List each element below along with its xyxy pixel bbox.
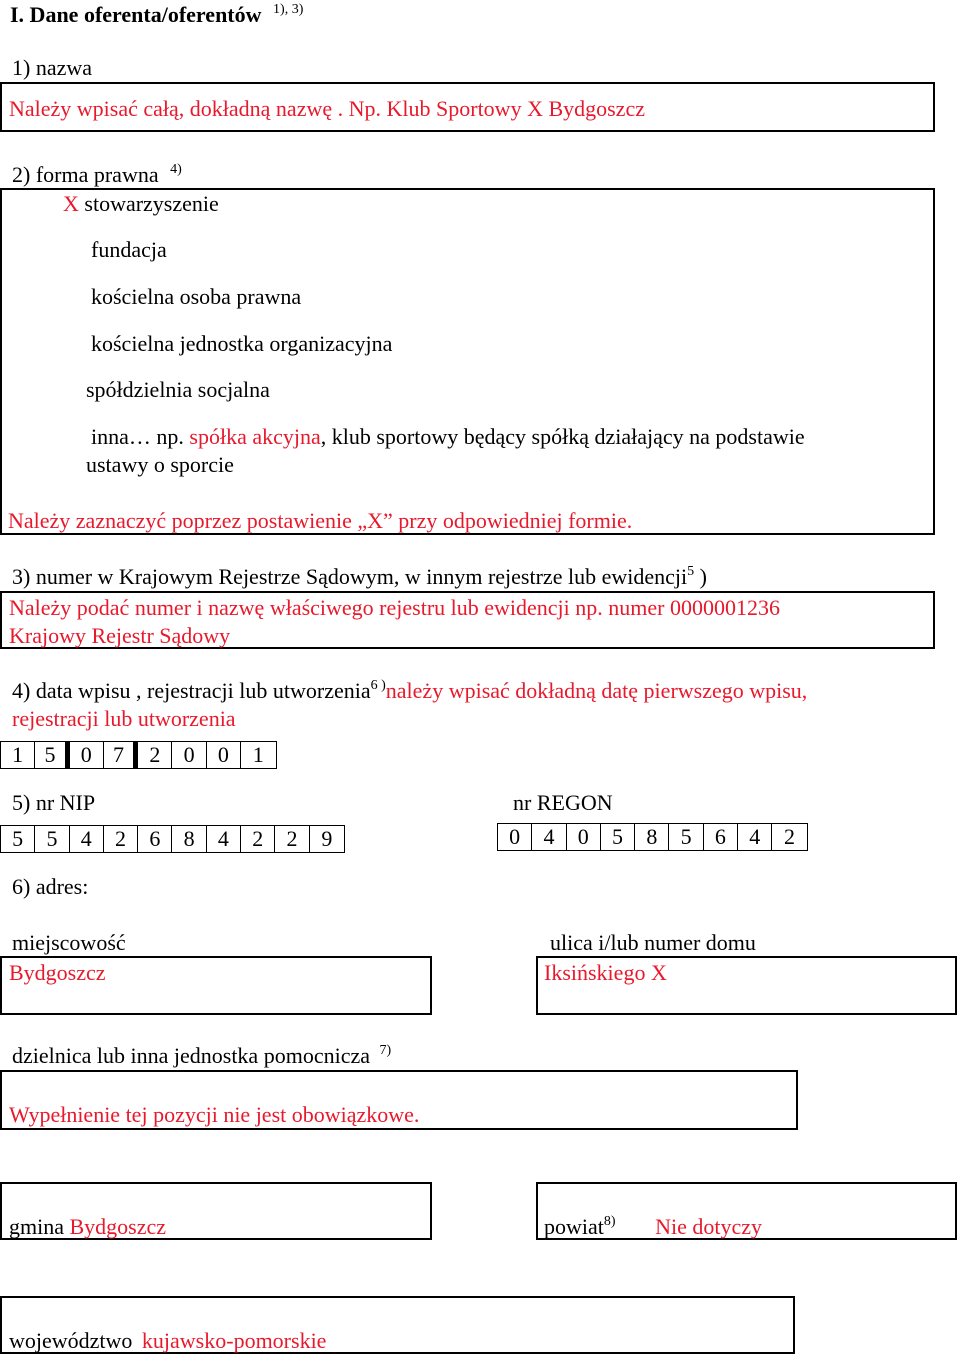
legal-form-option-inna-line2: ustawy o sporcie (86, 452, 234, 477)
option-label: stowarzyszenie (84, 191, 219, 216)
nip-digit: 4 (207, 826, 241, 852)
gmina-row (9, 1214, 166, 1240)
section-title (10, 2, 303, 28)
other-example: spółka akcyjna (189, 424, 321, 449)
regon-field[interactable] (497, 823, 808, 851)
street-value: Iksińskiego X (544, 960, 667, 985)
regon-digit: 4 (738, 824, 772, 850)
date-digit: 5 (35, 742, 69, 768)
wojewodztwo-value: kujawsko-pomorskie (141, 1328, 327, 1353)
nip-digit: 4 (70, 826, 104, 852)
wojewodztwo-field[interactable] (0, 1296, 795, 1354)
registration-date-label-text: 4) data wpisu , rejestracji lub utworzenia (12, 678, 371, 703)
gmina-field[interactable] (0, 1182, 432, 1240)
footnote-ref: 5 (687, 564, 695, 579)
nip-digit: 9 (321, 826, 333, 851)
legal-form-label-text: 2) forma prawna (12, 162, 159, 187)
footnote-ref: 8) (603, 1214, 616, 1229)
nip-digit: 6 (138, 826, 172, 852)
address-label: 6) adres: (12, 874, 89, 899)
nip-digit: 5 (35, 826, 69, 852)
name-field[interactable] (0, 82, 935, 132)
name-hint: Należy wpisać całą, dokładną nazwę . Np. Klub Sportowy X Bydgoszcz (9, 96, 645, 121)
registration-date-label (12, 678, 807, 704)
regon-digit: 0 (567, 824, 601, 850)
footnote-ref: 6 ) (370, 678, 386, 693)
other-example-rest: , klub sportowy będący spółką działający na podstawie (320, 424, 805, 449)
wojewodztwo-row (9, 1328, 326, 1354)
registry-hint-line1: Należy podać numer i nazwę właściwego rejestru lub ewidencji np. numer 0000001236 (9, 595, 780, 620)
district-label-text: dzielnica lub inna jednostka pomocnicza (12, 1043, 370, 1068)
registry-label-end: ) (694, 564, 707, 589)
district-label (12, 1043, 391, 1069)
street-label: ulica i/lub numer domu (550, 930, 756, 955)
regon-digit: 0 (498, 824, 532, 850)
date-digit: 0 (172, 742, 206, 768)
registry-label (12, 564, 707, 590)
option-label: inna… np. (91, 424, 184, 449)
gmina-value: Bydgoszcz (69, 1214, 167, 1239)
powiat-value: Nie dotyczy (655, 1214, 762, 1239)
street-field[interactable] (536, 956, 957, 1015)
legal-form-label (12, 162, 182, 188)
nip-digit: 2 (275, 826, 309, 852)
legal-form-option-koscielna-jednostka[interactable]: kościelna jednostka organizacyjna (91, 331, 393, 356)
date-digit: 1 (1, 742, 35, 768)
nip-digit: 8 (172, 826, 206, 852)
nip-digit: 2 (104, 826, 138, 852)
footnote-ref: 7) (379, 1043, 392, 1058)
regon-digit: 4 (532, 824, 566, 850)
date-digit: 7 (104, 742, 138, 768)
legal-form-option-koscielna-osoba-prawna[interactable]: kościelna osoba prawna (91, 284, 302, 309)
footnote-ref: 4) (170, 162, 182, 177)
powiat-field[interactable] (536, 1182, 957, 1240)
date-digit: 0 (207, 742, 241, 768)
registry-label-text: 3) numer w Krajowym Rejestrze Sądowym, w innym rejestrze lub ewidencji (12, 564, 688, 589)
nip-digit: 5 (1, 826, 35, 852)
registry-field[interactable] (0, 591, 935, 649)
regon-digit: 5 (601, 824, 635, 850)
city-label: miejscowość (12, 930, 126, 955)
legal-form-option-fundacja[interactable]: fundacja (91, 237, 167, 262)
city-value: Bydgoszcz (9, 960, 106, 985)
legal-form-option-stowarzyszenie[interactable] (63, 191, 219, 217)
legal-form-option-spoldzielnia-socjalna[interactable]: spółdzielnia socjalna (86, 377, 270, 402)
wojewodztwo-label: województwo (9, 1328, 133, 1353)
name-label: 1) nazwa (12, 55, 93, 80)
date-digit: 2 (138, 742, 172, 768)
regon-digit: 2 (784, 824, 796, 849)
selected-mark: X (63, 191, 79, 216)
regon-digit: 5 (669, 824, 703, 850)
nip-digit: 2 (241, 826, 275, 852)
nip-label: 5) nr NIP (12, 790, 96, 815)
date-digit: 0 (70, 742, 104, 768)
registration-date-hint-line2: rejestracji lub utworzenia (12, 706, 236, 731)
legal-form-option-inna[interactable] (91, 424, 805, 450)
footnote-ref: 1), 3) (273, 2, 304, 17)
regon-digit: 8 (635, 824, 669, 850)
district-hint: Wypełnienie tej pozycji nie jest obowiązkowe. (9, 1102, 420, 1127)
nip-field[interactable] (0, 825, 345, 853)
section-title-text: I. Dane oferenta/oferentów (10, 2, 262, 27)
district-field[interactable] (0, 1070, 798, 1130)
powiat-row (544, 1214, 762, 1240)
date-digit: 1 (252, 742, 264, 767)
gmina-label: gmina (9, 1214, 64, 1239)
city-field[interactable] (0, 956, 432, 1015)
registry-hint-line2: Krajowy Rejestr Sądowy (9, 623, 231, 648)
regon-label: nr REGON (513, 790, 613, 815)
registration-date-hint-line1: należy wpisać dokładną datę pierwszego wpisu, (385, 678, 808, 703)
legal-form-hint: Należy zaznaczyć poprzez postawienie „X” przy odpowiedniej formie. (8, 508, 633, 533)
powiat-label: powiat (544, 1214, 604, 1239)
regon-digit: 6 (704, 824, 738, 850)
registration-date-field[interactable] (0, 741, 277, 769)
